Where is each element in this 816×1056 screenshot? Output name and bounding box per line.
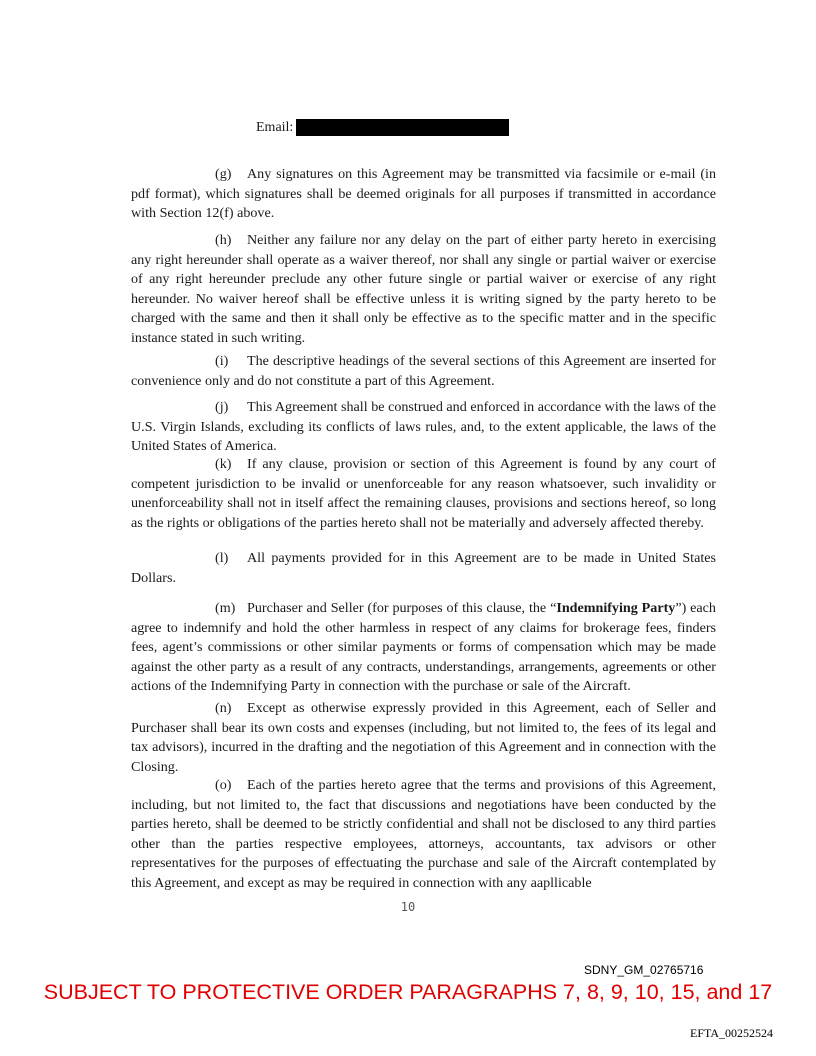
paragraph-g bbox=[131, 165, 716, 224]
paragraph-o bbox=[131, 776, 716, 893]
paragraph-text: If any clause, provision or section of this Agreement is found by any court of competent jurisdiction to be invalid or unenforceable for any reason whatsoever, such invalidity or unenforceability shall not in itself affect the remaining clauses, provisions and sections hereof, so long as the rights or obligations of the parties hereto shall not be materially and adversely affected thereby. bbox=[131, 456, 716, 531]
efta-number: EFTA_00252524 bbox=[690, 1026, 774, 1040]
paragraph-text: Each of the parties hereto agree that the terms and provisions of this Agreement, including, but not limited to, the fact that discussions and negotiations have been conducted by the parties hereto, shall be deemed to be strictly confidential and shall not be disclosed to any third parties other than the parties respective employees, attorneys, accountants, tax advisors or other representatives for the purposes of effectuating the purchase and sale of the Aircraft contemplated by this Agreement, and except as may be required in connection with any aapllicable bbox=[131, 777, 716, 891]
paragraph-text: The descriptive headings of the several sections of this Agreement are inserted for convenience only and do not constitute a part of this Agreement. bbox=[131, 353, 716, 389]
paragraph-label: (m) bbox=[215, 600, 236, 616]
paragraph-text: Neither any failure nor any delay on the part of either party hereto in exercising any right hereunder shall operate as a waiver thereof, nor shall any single or partial waiver or exercise of any right hereunder preclude any other future single or partial waiver or exercise of any right hereunder. No waiver hereof shall be effective unless it is writing signed by the party hereto to be charged with the same and then it shall only be effective as to the specific matter and in the specific instance stated in such writing. bbox=[131, 232, 716, 346]
defined-term: Indemnifying Party bbox=[556, 600, 676, 616]
page-number: 10 bbox=[400, 900, 416, 914]
paragraph-text: ”) each agree to indemnify and hold the other harmless in respect of any claims for brokerage fees, finders fees, agent’s commissions or other similar payments or forms of compensation which may be made against the other party as a result of any contracts, understandings, arrangements, agreements or other actions of the Indemnifying Party in connection with the purchase or sale of the Aircraft. bbox=[131, 600, 716, 694]
paragraph-label: (g) bbox=[215, 166, 232, 182]
paragraph-label: (j) bbox=[215, 399, 229, 415]
paragraph-n bbox=[131, 699, 716, 777]
paragraph-text: All payments provided for in this Agreement are to be made in United States Dollars. bbox=[131, 550, 716, 586]
paragraph-label: (l) bbox=[215, 550, 229, 566]
paragraph-label: (h) bbox=[215, 232, 232, 248]
paragraph-label: (i) bbox=[215, 353, 229, 369]
redaction-block bbox=[296, 119, 509, 136]
paragraph-m bbox=[131, 599, 716, 697]
paragraph-l bbox=[131, 549, 716, 588]
paragraph-text: Except as otherwise expressly provided in this Agreement, each of Seller and Purchaser shall bear its own costs and expenses (including, but not limited to, the fees of its legal and tax advisors), incurred in the drafting and the negotiation of this Agreement and in connection with the Closing. bbox=[131, 700, 716, 775]
paragraph-j bbox=[131, 398, 716, 457]
paragraph-text: Any signatures on this Agreement may be transmitted via facsimile or e-mail (in pdf format), which signatures shall be deemed originals for all purposes if transmitted in accordance with Section 12(f) above. bbox=[131, 166, 716, 221]
protective-order-notice: SUBJECT TO PROTECTIVE ORDER PARAGRAPHS 7, 8, 9, 10, 15, and 17 bbox=[43, 980, 773, 1004]
paragraph-label: (o) bbox=[215, 777, 232, 793]
email-line bbox=[256, 119, 509, 136]
paragraph-h bbox=[131, 231, 716, 348]
paragraph-label: (n) bbox=[215, 700, 232, 716]
paragraph-i bbox=[131, 352, 716, 391]
bates-number: SDNY_GM_02765716 bbox=[584, 963, 704, 977]
email-label: Email: bbox=[256, 119, 294, 135]
paragraph-text: This Agreement shall be construed and enforced in accordance with the laws of the U.S. Virgin Islands, excluding its conflicts of laws rules, and, to the extent applicable, the laws of the United States of America. bbox=[131, 399, 716, 454]
paragraph-text: Purchaser and Seller (for purposes of this clause, the “ bbox=[247, 600, 557, 616]
paragraph-label: (k) bbox=[215, 456, 232, 472]
paragraph-k bbox=[131, 455, 716, 533]
